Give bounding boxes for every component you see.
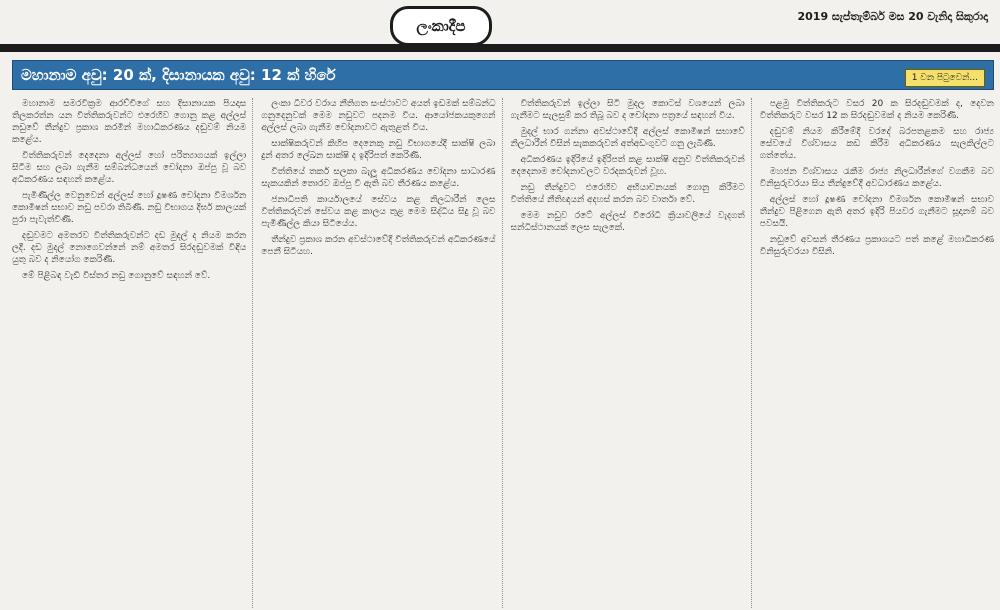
paragraph: මුදල් භාර ගන්නා අවස්ථාවේදී අල්ලස් කොමිෂන් සභාවේ නිලධාරීන් විසින් සැකකරුවන් අත්අඩංගුවට ගනු ලැබිණි.	[510, 127, 745, 149]
paragraph: මහජන විශ්වාසය රැකීම රාජ්‍ය නිලධාරීන්ගේ වගකීම බව විනිසුරුවරයා සිය තීන්දුවේදී අවධාරණය කළේය.	[759, 167, 994, 189]
article-column-3	[511, 98, 752, 608]
paragraph: පැමිණිල්ල වෙනුවෙන් අල්ලස් හෝ දූෂණ චෝදනා විමර්ශන කොමිෂන් සභාව නඩු පවරා තිබිණි. නඩු විභාගය දීර්ඝ කාලයක් පුරා පැවැත්විණි.	[12, 191, 247, 225]
article-headline: මහානාම අවු: 20 ක්, දිසානායක අවු: 12 ක් හිරේ	[21, 66, 336, 84]
paragraph: මෙම නඩුව රටේ අල්ලස් විරෝධී ක්‍රියාවලියේ වැදගත් සන්ධිස්ථානයක් ලෙස සැලකේ.	[510, 211, 745, 233]
paragraph: පළමු විත්තිකරුට වසර 20 ක සිරදඬුවමක් ද, දෙවන විත්තිකරුට වසර 12 ක සිරදඬුවමක් ද නියම කෙරිණි.	[759, 99, 994, 121]
headline-banner	[12, 60, 994, 90]
paragraph: සාක්ෂිකරුවන් කිහිප දෙනෙකු නඩු විභාගයේදී සාක්ෂි ලබා දුන් අතර ලේඛන සාක්ෂි ද ඉදිරිපත් කෙරිණි.	[261, 139, 496, 161]
paragraph: දඬුවමට අමතරව විත්තිකරුවන්ට දඩ මුදල් ද නියම කරන ලදී. දඩ මුදල් නොගෙවන්නේ නම් අමතර සිරදඬුවමක් විඳිය යුතු බව ද නියෝග කෙරිණි.	[12, 231, 247, 265]
paragraph: ලංකා ධීවර වරාය නීතිගත සංස්ථාවට අයත් ඉඩමක් සම්බන්ධ ගනුදෙනුවක් මෙම නඩුවට පදනම විය. ආයෝජකයකුගෙන් අල්ලස් ලබා ගැනීම චෝදනාවට ඇතුළත් විය.	[261, 99, 496, 133]
paragraph: ජනාධිපති කාර්යාලයේ සේවය කළ නිලධාරීන් ලෙස විත්තිකරුවන් සේවය කළ කාලය තුළ මෙම සිද්ධිය සිදු වූ බව පැමිණිල්ල කියා සිටියේය.	[261, 195, 496, 229]
masthead-rule	[0, 44, 1000, 52]
paragraph: දඬුවම් නියම කිරීමේදී වරදේ බරපතළකම සහ රාජ්‍ය සේවයේ විශ්වාසය කඩ කිරීම අධිකරණය සැලකිල්ලට ගත්තේය.	[759, 127, 994, 161]
article-column-4	[760, 98, 994, 608]
paragraph: මහානාම සමරවික්‍රම ආරච්චිගේ සහ දිසානායක පියදාස තිලකරත්න යන විත්තිකරුවන්ට එරෙහිව ගොනු කළ අල්ලස් නඩුවේ තීන්දුව ප්‍රකාශ කරමින් මහාධිකරණය දඬුවම් නියම කළේය.	[12, 99, 247, 145]
paragraph: නඩුවේ අවසන් තීරණය ප්‍රකාශයට පත් කළේ මහාධිකරණ විනිසුරුවරයා විසිනි.	[759, 235, 994, 257]
paragraph: විත්තියේ තර්ක සලකා බැලූ අධිකරණය චෝදනා සාධාරණ සැකයකින් තොරව ඔප්පු වී ඇති බව තීරණය කළේය.	[261, 167, 496, 189]
paragraph: නඩු තීන්දුවට එරෙහිව අභියාචනයක් ගොනු කිරීමට විත්තියේ නීතිඥයන් අදහස් කරන බව වාර්තා වේ.	[510, 183, 745, 205]
paragraph: විත්තිකරුවන් ඉල්ලා සිටි මුදල කොටස් වශයෙන් ලබා ගැනීමට සැලසුම් කර තිබූ බව ද චෝදනා පත්‍රයේ සඳහන් විය.	[510, 99, 745, 121]
article-body	[12, 98, 994, 608]
masthead	[0, 0, 1000, 52]
paragraph: අධිකරණය ඉදිරියේ ඉදිරිපත් කළ සාක්ෂි අනුව විත්තිකරුවන් දෙදෙනාම චෝදනාවලට වරදකරුවන් වූහ.	[510, 155, 745, 177]
article-column-2	[261, 98, 502, 608]
continued-from-tag: 1 වන පිටුවෙන්...	[905, 69, 985, 87]
paragraph: විත්තිකරුවන් දෙදෙනා අල්ලස් හෝ පරිත්‍යාගයක් ඉල්ලා සිටීම සහ ලබා ගැනීම සම්බන්ධයෙන් චෝදනා ඔප්පු වූ බව අධිකරණය සඳහන් කළේය.	[12, 151, 247, 185]
newspaper-logo: ලංකාදීප	[390, 6, 492, 46]
article-column-1	[12, 98, 253, 608]
paragraph: අල්ලස් හෝ දූෂණ චෝදනා විමර්ශන කොමිෂන් සභාව තීන්දුව පිළිගෙන ඇති අතර ඉදිරි පියවර ගැනීමට සූදානම් බව පවසයි.	[759, 195, 994, 229]
issue-date: 2019 සැප්තැම්බර් මස 20 වැනිදා සිකුරාදා	[797, 10, 988, 23]
paragraph: මේ පිළිබඳ වැඩි විස්තර නඩු ගොනුවේ සඳහන් වේ.	[22, 271, 211, 281]
paragraph: තීන්දුව ප්‍රකාශ කරන අවස්ථාවේදී විත්තිකරුවන් අධිකරණයේ පෙනී සිටියහ.	[261, 235, 496, 257]
